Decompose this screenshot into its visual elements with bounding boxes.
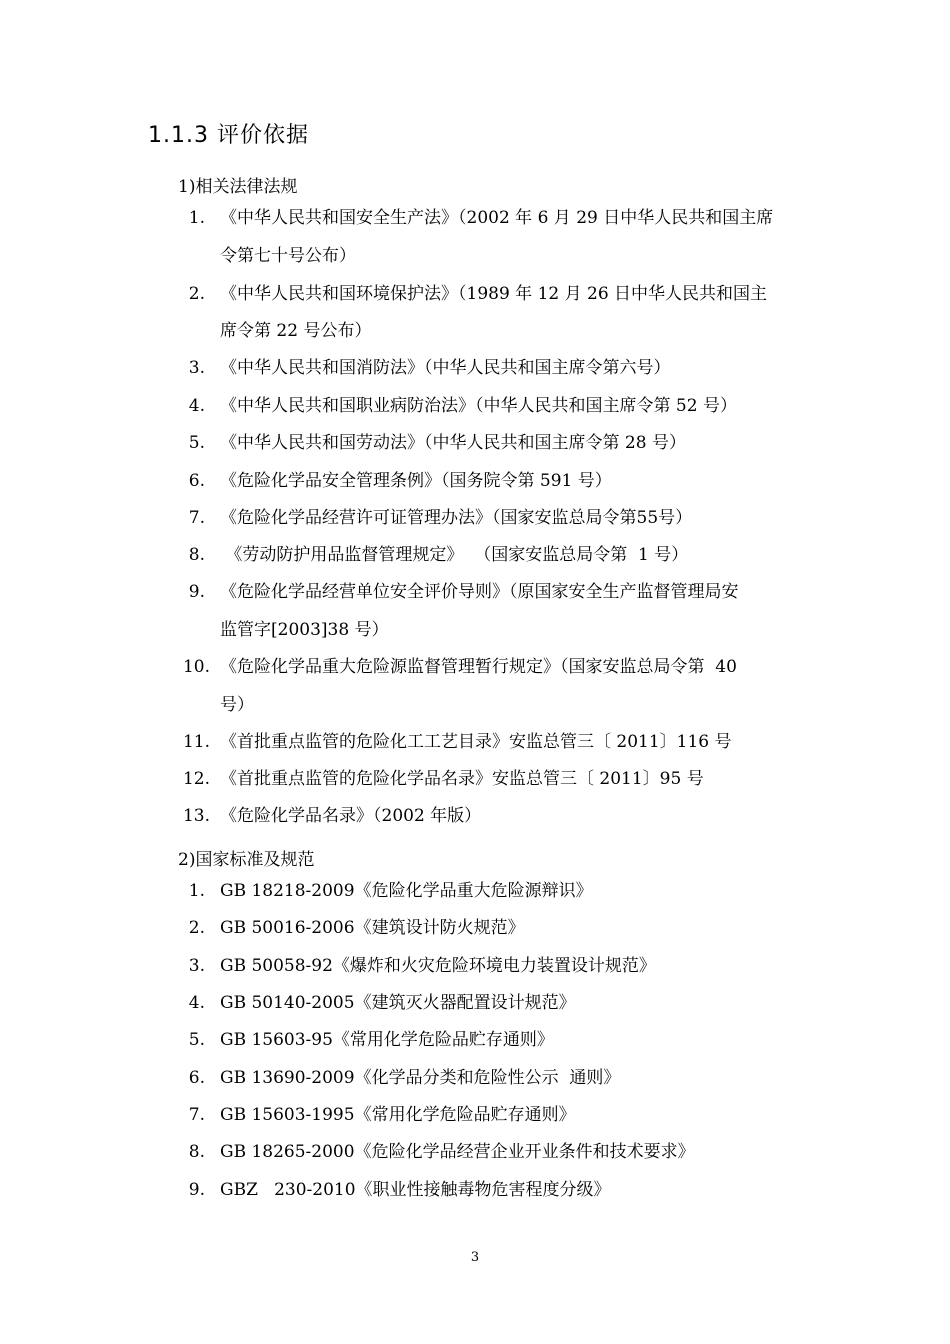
- list-item-number: 8.: [188, 1142, 205, 1162]
- page-number: 3: [470, 1250, 480, 1265]
- subsection-title-laws: 1)相关法律法规: [178, 177, 298, 197]
- list-item-text-continued: 号）: [220, 695, 254, 715]
- list-item-number: 4.: [188, 396, 205, 416]
- list-item-number: 8.: [188, 545, 205, 565]
- list-item-text: 《劳动防护用品监督管理规定》 （国家安监总局令第 1 号）: [220, 545, 689, 565]
- list-item-number: 10.: [182, 657, 210, 677]
- list-item-text-continued: 令第七十号公布）: [220, 246, 356, 266]
- list-item-number: 7.: [188, 1105, 205, 1125]
- list-item-text: 《危险化学品安全管理条例》（国务院令第 591 号）: [220, 471, 612, 491]
- list-item-number: 3.: [188, 956, 205, 976]
- list-item-number: 12.: [182, 769, 210, 789]
- list-item-number: 6.: [188, 471, 205, 491]
- list-item-text: 《中华人民共和国职业病防治法》（中华人民共和国主席令第 52 号）: [220, 396, 737, 416]
- list-item-text: 《危险化学品经营许可证管理办法》（国家安监总局令第55号）: [220, 508, 693, 528]
- list-item-number: 3.: [188, 358, 205, 378]
- list-item-number: 1.: [188, 881, 205, 901]
- list-item-number: 5.: [188, 433, 205, 453]
- list-item-text-continued: 席令第 22 号公布）: [220, 321, 372, 341]
- subsection-title-standards: 2)国家标准及规范: [178, 850, 315, 870]
- list-item-number: 11.: [182, 732, 210, 752]
- list-item-text: 《中华人民共和国环境保护法》（1989 年 12 月 26 日中华人民共和国主: [220, 284, 768, 304]
- list-item-number: 4.: [188, 993, 205, 1013]
- list-item-text: GB 13690-2009《化学品分类和危险性公示 通则》: [220, 1068, 621, 1088]
- list-item-text: GB 18265-2000《危险化学品经营企业开业条件和技术要求》: [220, 1142, 695, 1162]
- list-item-number: 9.: [188, 1180, 205, 1200]
- list-item-text: GB 50016-2006《建筑设计防火规范》: [220, 918, 525, 938]
- list-item-number: 1.: [188, 208, 205, 228]
- list-item-text: 《中华人民共和国安全生产法》（2002 年 6 月 29 日中华人民共和国主席: [220, 208, 774, 228]
- list-item-number: 9.: [188, 582, 205, 602]
- list-item-number: 13.: [182, 806, 210, 826]
- list-item-number: 2.: [188, 284, 205, 304]
- list-item-number: 7.: [188, 508, 205, 528]
- list-item-text: GB 50058-92《爆炸和火灾危险环境电力装置设计规范》: [220, 956, 656, 976]
- list-item-text-continued: 监管字[2003]38 号）: [220, 620, 389, 640]
- list-item-text: GBZ 230-2010《职业性接触毒物危害程度分级》: [220, 1180, 611, 1200]
- list-item-text: 《首批重点监管的危险化工工艺目录》安监总管三〔 2011〕116 号: [220, 732, 732, 752]
- list-item-number: 6.: [188, 1068, 205, 1088]
- list-item-text: 《危险化学品经营单位安全评价导则》（原国家安全生产监督管理局安: [220, 582, 739, 602]
- list-item-text: 《中华人民共和国劳动法》（中华人民共和国主席令第 28 号）: [220, 433, 686, 453]
- list-item-text: 《危险化学品重大危险源监督管理暂行规定》（国家安监总局令第 40: [220, 657, 737, 677]
- list-item-text: 《中华人民共和国消防法》（中华人民共和国主席令第六号）: [220, 358, 671, 378]
- list-item-text: GB 15603-1995《常用化学危险品贮存通则》: [220, 1105, 576, 1125]
- list-item-text: GB 50140-2005《建筑灭火器配置设计规范》: [220, 993, 576, 1013]
- list-item-text: 《危险化学品名录》（2002 年版）: [220, 806, 482, 826]
- list-item-text: GB 15603-95《常用化学危险品贮存通则》: [220, 1030, 554, 1050]
- list-item-text: GB 18218-2009《危险化学品重大危险源辩识》: [220, 881, 593, 901]
- list-item-number: 2.: [188, 918, 205, 938]
- list-item-number: 5.: [188, 1030, 205, 1050]
- list-item-text: 《首批重点监管的危险化学品名录》安监总管三〔 2011〕95 号: [220, 769, 704, 789]
- section-heading: 1.1.3 评价依据: [148, 123, 309, 148]
